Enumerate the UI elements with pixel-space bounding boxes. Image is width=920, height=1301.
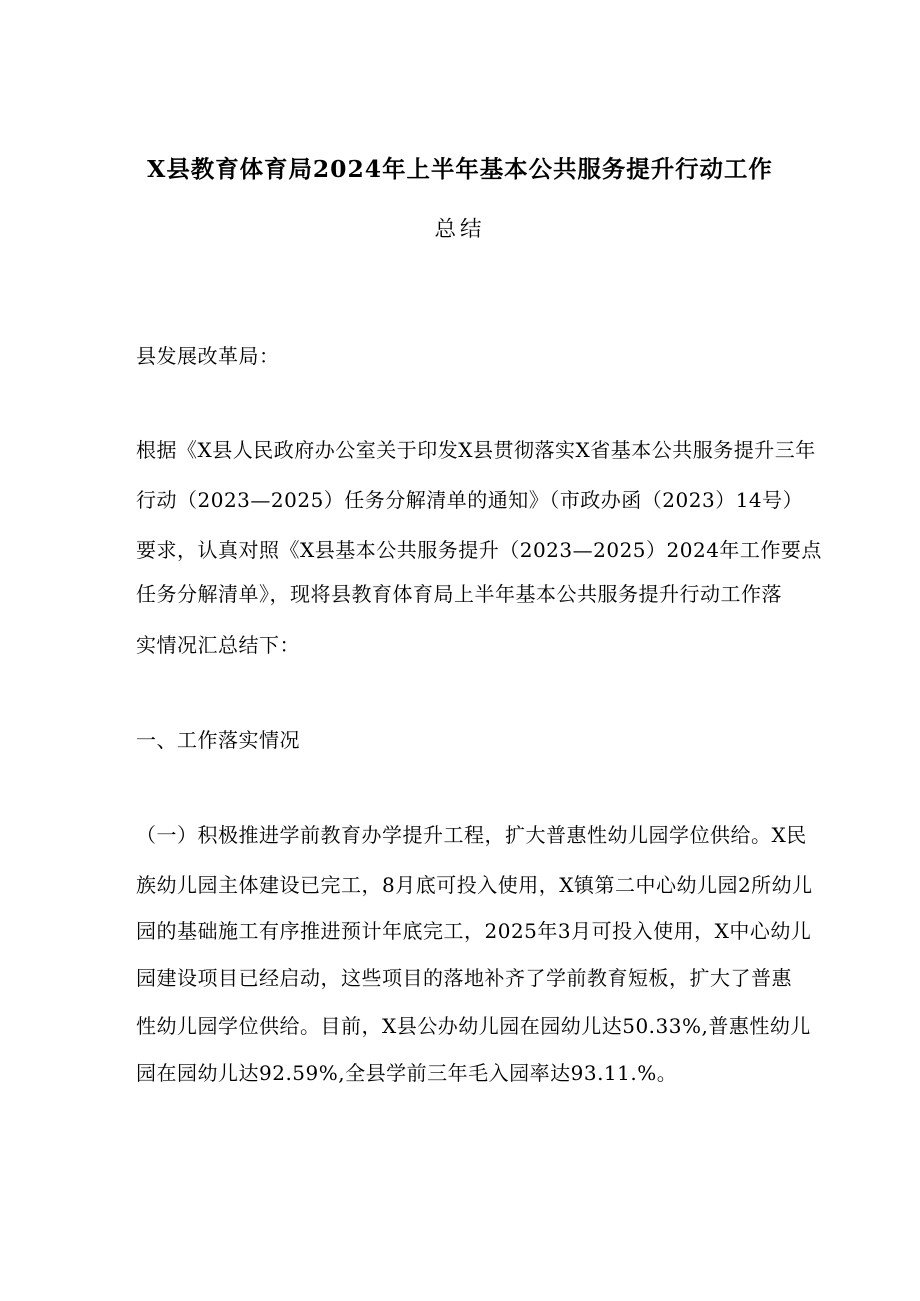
para-1-line-5: 性幼儿园学位供给。目前，X县公办幼儿园在园幼儿达50.33%,普惠性幼儿: [136, 1014, 811, 1038]
intro-line-5: 实情况汇总结下：: [136, 633, 300, 657]
section-1-heading: 一、工作落实情况: [136, 728, 300, 752]
document-title-line-1: X县教育体育局2024年上半年基本公共服务提升行动工作: [147, 155, 773, 183]
addressee: 县发展改革局：: [136, 344, 280, 368]
intro-line-2: 行动（2023—2025）任务分解清单的通知》（市政办函（2023）14号）: [136, 488, 804, 512]
intro-line-3: 要求，认真对照《X县基本公共服务提升（2023—2025）2024年工作要点: [136, 538, 822, 562]
para-1-line-1: （一）积极推进学前教育办学提升工程，扩大普惠性幼儿园学位供给。X民: [136, 823, 807, 847]
para-1-line-6: 园在园幼儿达92.59%,全县学前三年毛入园率达93.11.%。: [136, 1061, 678, 1085]
para-1-line-2: 族幼儿园主体建设已完工，8月底可投入使用，X镇第二中心幼儿园2所幼儿: [136, 873, 813, 897]
document-title-line-2: 总结: [434, 217, 486, 242]
intro-line-1: 根据《X县人民政府办公室关于印发X县贯彻落实X省基本公共服务提升三年: [136, 438, 816, 462]
para-1-line-4: 园建设项目已经启动，这些项目的落地补齐了学前教育短板，扩大了普惠: [136, 966, 792, 990]
para-1-line-3: 园的基础施工有序推进预计年底完工，2025年3月可投入使用，X中心幼儿: [136, 919, 812, 943]
intro-line-4: 任务分解清单》，现将县教育体育局上半年基本公共服务提升行动工作落: [136, 582, 782, 606]
